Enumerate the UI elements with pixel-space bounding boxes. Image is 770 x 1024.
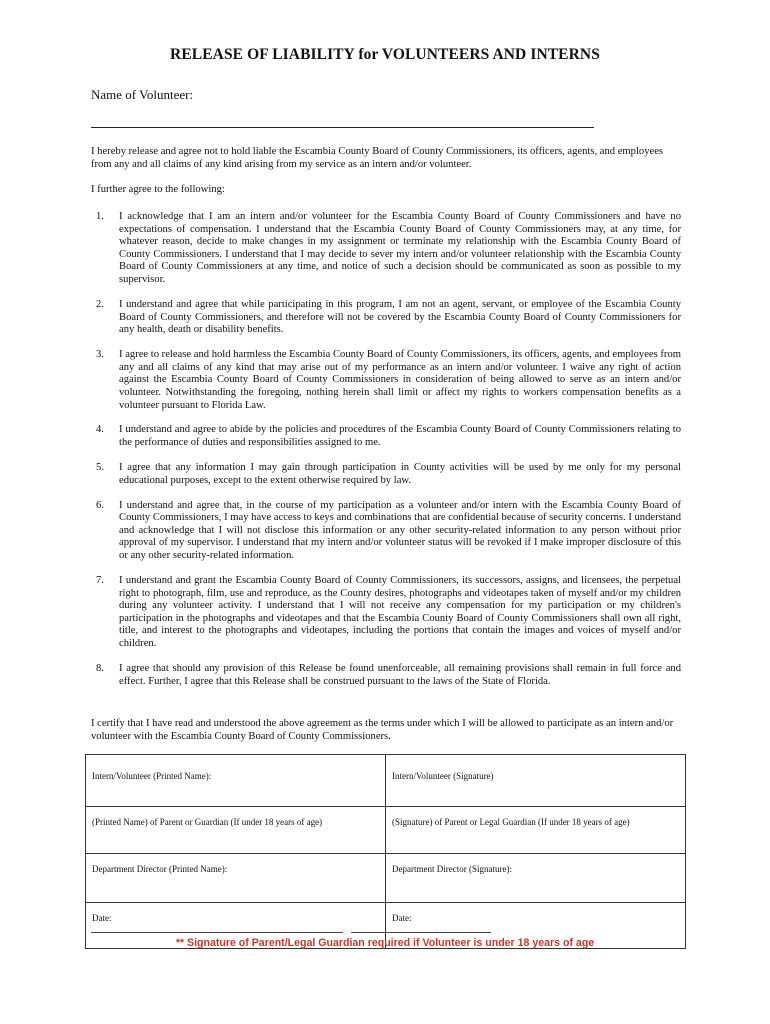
director-printed-name-field[interactable]: [86, 854, 386, 903]
item-number: 1.: [96, 211, 104, 222]
item-text: I agree that any information I may gain through participation in County activities will be used by me only for my personal educational purposes, except to the extent otherwise required by law.: [119, 462, 681, 486]
list-item: [91, 211, 681, 287]
parent-signature-label: (Signature) of Parent or Legal Guardian (If under 18 years of age): [392, 817, 630, 827]
item-text: I acknowledge that I am an intern and/or volunteer for the Escambia County Board of County Commissioners and have no expectations of compensation. I understand that the Escambia County Board of County Commissioners may, at any time, for whatever reason, decide to make changes in my assignment or terminate my relationship with the Escambia County Board of County Commissioners. I understand that I may decide to sever my intern and/or volunteer relationship with the Escambia County Board of County Commissioners at any time, and notice of such a decision should be communicated as soon as possible to my supervisor.: [119, 211, 681, 285]
item-text: I agree to release and hold harmless the Escambia County Board of County Commissioners, its officers, agents, and employees from any and all claims of any kind that may arise out of my performance as an intern and/or volunteer. I waive any right of action against the Escambia County Board of County Commissioners in consideration of being allowed to serve as an intern and/or volunteer. Notwithstanding the foregoing, nothing herein shall limit or affect my rights to workers compensation benefits as a volunteer pursuant to Florida Law.: [119, 349, 681, 411]
item-text: I understand and agree that, in the course of my participation as a volunteer and/or intern with the Escambia County Board of County Commissioners, I may have access to keys and combinations that are confidential because of security concerns. I understand and acknowledge that I will not disclose this information or any other security-related information to any person without prior approval of my supervisor. I understand that my intern and/or volunteer status will be revoked if I make improper disclosure of this or any other security-related information.: [119, 499, 681, 562]
bottom-rule-left: [91, 932, 343, 933]
parent-printed-name-field[interactable]: [86, 807, 386, 854]
certify-paragraph: I certify that I have read and understood the above agreement as the terms under which I will be allowed to participate as an intern and/or volunteer with the Escambia County Board of County Commissioners.: [91, 718, 674, 742]
volunteer-name-label: Name of Volunteer:: [91, 87, 194, 102]
list-item: [91, 663, 681, 688]
date-left-label: Date:: [92, 913, 112, 923]
item-text: I understand and agree that while participating in this program, I am not an agent, servant, or employee of the Escambia County Board of County Commissioners, and therefore will not be covered by the Escambia County Board of County Commissioners for any health, death or disability benefits.: [119, 298, 681, 336]
intern-signature-field[interactable]: [386, 755, 686, 807]
further-agree-text: I further agree to the following:: [91, 184, 225, 195]
director-signature-label: Department Director (Signature):: [392, 864, 512, 874]
item-number: 4.: [96, 424, 104, 436]
volunteer-name-line[interactable]: [91, 127, 594, 128]
intro-paragraph: I hereby release and agree not to hold liable the Escambia County Board of County Commissioners, its officers, agents, and employees from any and all claims of any kind arising from my service as an intern and/or volunteer.: [91, 146, 664, 170]
director-printed-name-label: Department Director (Printed Name):: [92, 864, 228, 874]
bottom-rule-lines: [91, 932, 491, 934]
list-item: [91, 575, 681, 651]
item-number: 6.: [96, 499, 104, 511]
list-item: [91, 424, 681, 449]
parent-printed-name-label: (Printed Name) of Parent or Guardian (If under 18 years of age): [92, 817, 323, 827]
item-text: I agree that should any provision of this Release be found unenforceable, all remaining provisions shall remain in full force and effect. Further, I agree that this Release shall be construed pursuant to the laws of the State of Florida.: [119, 662, 681, 687]
list-item: [91, 349, 681, 412]
list-item: [91, 299, 681, 337]
item-number: 8.: [96, 662, 104, 674]
item-text: I understand and grant the Escambia County Board of County Commissioners, its successors, assigns, and licensees, the perpetual right to photograph, film, use and reproduce, as the County desires, photographs and videotapes taken of myself and/or my children during any volunteer activity. I understand that I will not receive any compensation for my participation or my children's participation in the photographs and videotapes and that the Escambia County Board of County Commissioners shall own all right, title, and interest to the photographs and videotapes, including the portions that contain the images and voices of myself and/or children.: [119, 575, 681, 649]
date-right-label: Date:: [392, 913, 412, 923]
bottom-rule-right: [351, 932, 491, 933]
list-item: [91, 500, 681, 563]
agreement-list: [91, 211, 681, 701]
parent-signature-field[interactable]: [386, 807, 686, 854]
document-title: RELEASE OF LIABILITY for VOLUNTEERS AND INTERNS: [170, 46, 600, 63]
item-text: I understand and agree to abide by the policies and procedures of the Escambia County Board of County Commissioners relating to the performance of duties and responsibilities assigned to me.: [119, 424, 681, 449]
intern-printed-name-field[interactable]: [86, 755, 386, 807]
guardian-footnote: ** Signature of Parent/Legal Guardian required if Volunteer is under 18 years of age: [175, 937, 595, 949]
intern-printed-name-label: Intern/Volunteer (Printed Name):: [92, 771, 212, 781]
item-number: 2.: [96, 298, 104, 310]
item-number: 3.: [96, 349, 104, 361]
signature-table: [85, 754, 686, 949]
director-signature-field[interactable]: [386, 854, 686, 903]
list-item: [91, 462, 681, 487]
item-number: 7.: [96, 575, 104, 586]
intern-signature-label: Intern/Volunteer (Signature): [392, 771, 494, 781]
item-number: 5.: [96, 462, 104, 474]
